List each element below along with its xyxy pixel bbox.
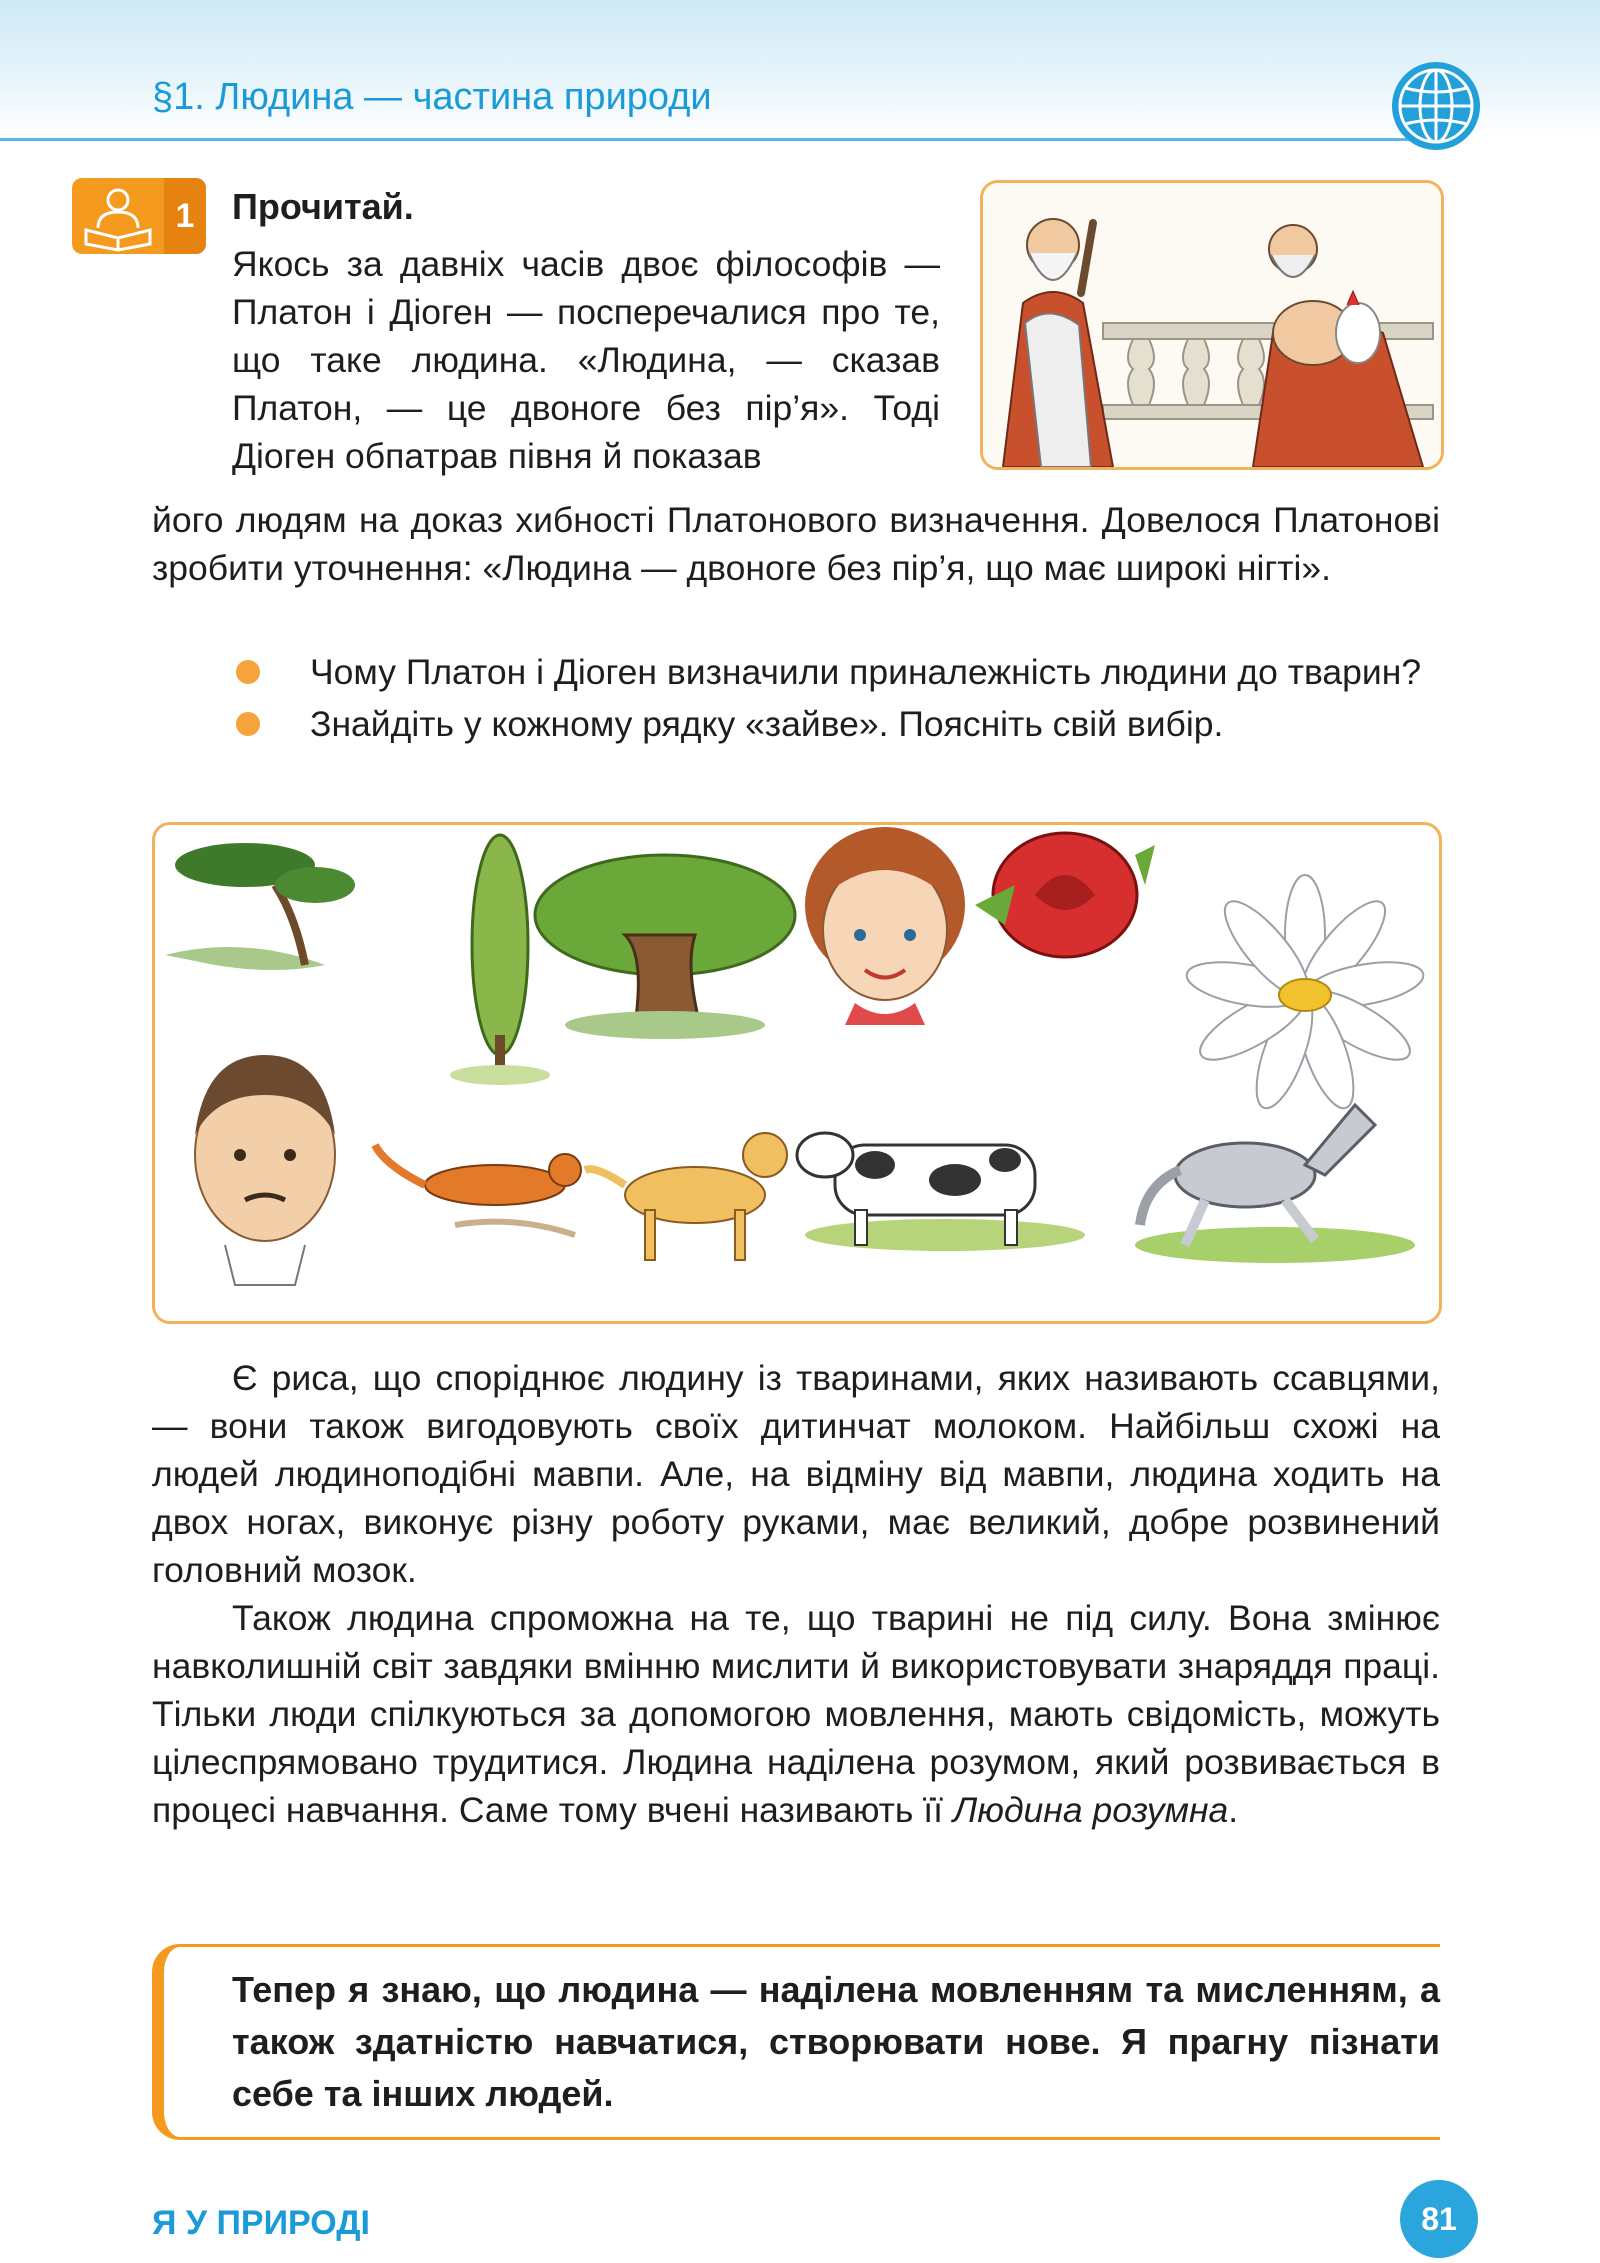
daisy-icon (1183, 875, 1426, 1115)
paragraph: Є риса, що споріднює людину із тваринами, яких називають ссавцями, — вони також вигодовують своїх дитинчат молоком. Найбільш схожі на людей людиноподібні мавпи. Але, на відміну від мавпи, людина ходить на двох ногах, виконує різну роботу руками, має великий, добре розвинений головний мозок. (152, 1358, 1440, 1590)
tree-windswept-icon (165, 843, 355, 970)
horse-icon (1135, 1105, 1415, 1263)
cypress-tree-icon (450, 835, 550, 1085)
question-list (232, 648, 1440, 752)
header-rule (0, 138, 1420, 141)
task-title: Прочитай. (232, 186, 414, 227)
question-text: Чому Платон і Діоген визначили приналежність людини до тварин? (310, 652, 1422, 692)
dog-icon (585, 1133, 787, 1260)
cat-icon (375, 1145, 581, 1235)
species-name: Людина розумна (952, 1790, 1229, 1830)
bullet-dot-icon (236, 660, 260, 684)
question-item (232, 648, 1440, 696)
question-text: Знайдіть у кожному рядку «зайве». Поясніть свій вибір. (310, 704, 1224, 744)
intro-text-wide: його людям на доказ хибності Платонового визначення. Довелося Платонові зробити уточнення: «Людина — двоноге без пір’я, що має широкі нігті». (152, 500, 1440, 588)
header-band (0, 0, 1600, 140)
paragraph (152, 1594, 1440, 1834)
paragraph-text: Також людина спроможна на те, що тварині не під силу. Вона змінює навколишній світ завдяки вмінню мислити й використовувати знаряддя праці. Тільки люди спілкуються за допомогою мовлення, мають свідомість, можуть цілеспрямовано трудитися. Людина наділена розумом, який розвивається в процесі навчання. Саме тому вчені називають її (152, 1598, 1440, 1830)
body-text (152, 1354, 1440, 1834)
philosophers-illustration (980, 180, 1444, 470)
cow-icon (797, 1133, 1085, 1251)
globe-icon (1390, 60, 1482, 152)
oak-tree-icon (535, 855, 795, 1039)
rose-icon (975, 833, 1155, 957)
girl-face-icon (805, 827, 965, 1025)
intro-text-narrow: Якось за давніх часів двоє філософів — Платон і Діоген — посперечалися про те, що таке людина. «Людина, — сказав Платон, — це двоноге без пір’я». Тоді Діоген обпатрав півня й показав (232, 244, 940, 476)
summary-text: Тепер я знаю, що людина — наділена мовленням та мисленням, а також здатністю навчатися, створювати нове. Я прагну пізнати себе та інших людей. (232, 1969, 1440, 2114)
bullet-dot-icon (236, 712, 260, 736)
man-face-icon (195, 1055, 335, 1285)
reader-icon (72, 178, 164, 254)
paragraph-end: . (1228, 1790, 1239, 1830)
task-number: 1 (164, 178, 206, 254)
section-label: Я У ПРИРОДІ (152, 2204, 370, 2242)
page-title: §1. Людина — частина природи (152, 76, 712, 118)
odd-one-out-illustration (152, 822, 1442, 1324)
task-badge (72, 178, 206, 254)
question-item (232, 700, 1440, 748)
page-number: 81 (1400, 2180, 1478, 2258)
